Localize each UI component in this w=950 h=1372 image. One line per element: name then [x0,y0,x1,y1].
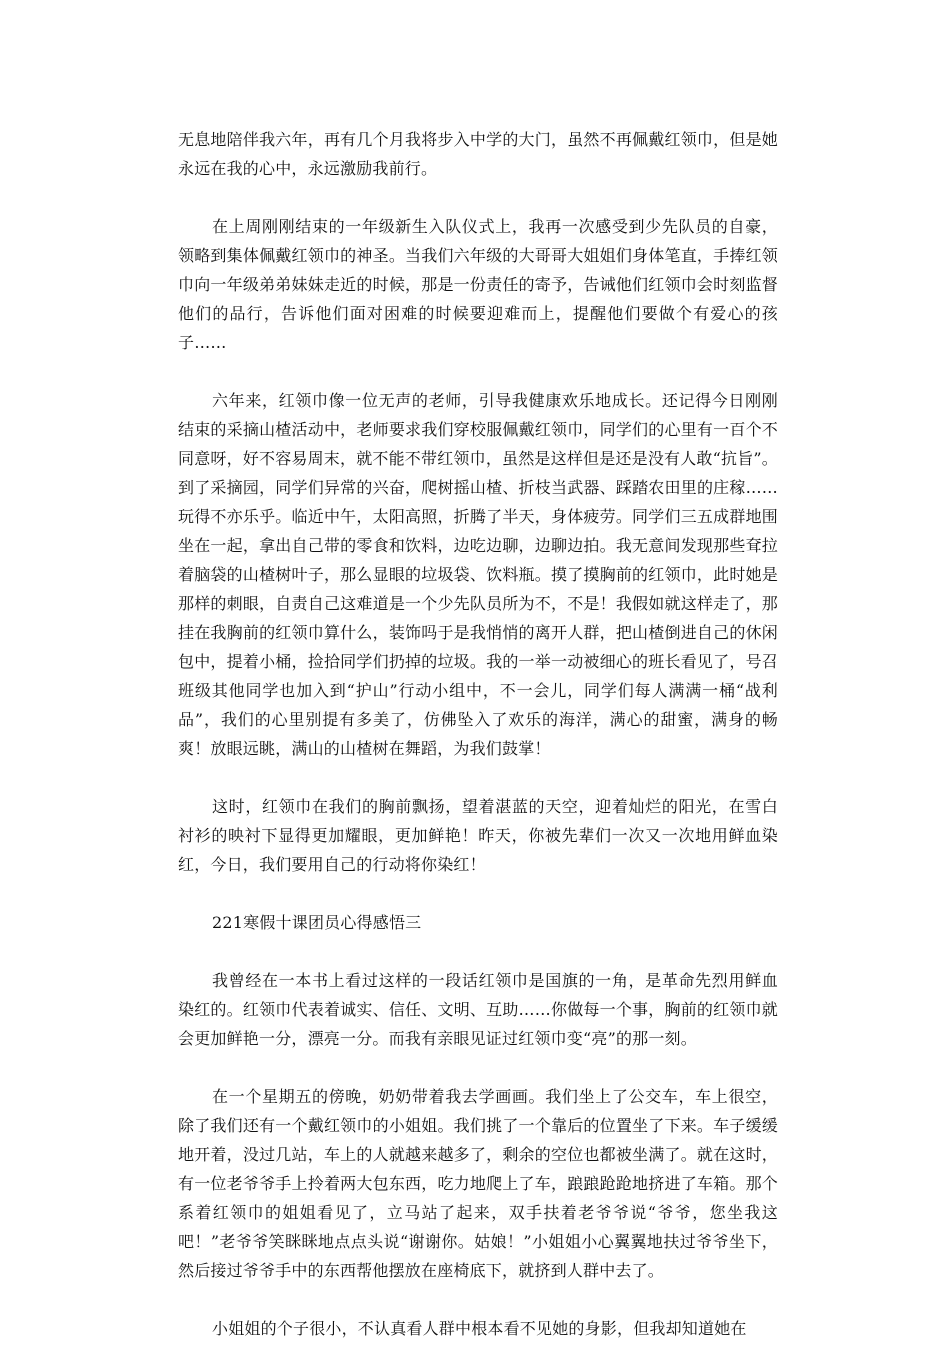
paragraph-7: 小姐姐的个子很小，不认真看人群中根本看不见她的身影，但我却知道她在 [212,1319,747,1338]
paragraph-4: 这时，红领巾在我们的胸前飘扬，望着湛蓝的天空，迎着灿烂的阳光，在雪白衬衫的映衬下显得更加耀眼，更加鲜艳！昨天，你被先辈们一次又一次地用鲜血染红，今日，我们要用自己的行动将你染红！ [178,797,778,874]
document-body [178,125,778,1372]
paragraph-2: 在上周刚刚结束的一年级新生入队仪式上，我再一次感受到少先队员的自豪，领略到集体佩戴红领巾的神圣。当我们六年级的大哥哥大姐姐们身体笔直，手捧红领巾向一年级弟弟妹妹走近的时候，那是一份责任的寄予，告诫他们红领巾会时刻监督他们的品行，告诉他们面对困难的时候要迎难而上，提醒他们要做个有爱心的孩子…… [178,217,778,352]
paragraph-5: 我曾经在一本书上看过这样的一段话红领巾是国旗的一角，是革命先烈用鲜血染红的。红领巾代表着诚实、信任、文明、互助……你做每一个事，胸前的红领巾就会更加鲜艳一分，漂亮一分。而我有亲眼见证过红领巾变“亮”的那一刻。 [178,971,778,1048]
paragraph-1: 无息地陪伴我六年，再有几个月我将步入中学的大门，虽然不再佩戴红领巾，但是她永远在我的心中，永远激励我前行。 [178,130,778,178]
paragraph-3: 六年来，红领巾像一位无声的老师，引导我健康欢乐地成长。还记得今日刚刚结束的采摘山楂活动中，老师要求我们穿校服佩戴红领巾，同学们的心里有一百个不同意呀，好不容易周末，就不能不带红领巾，虽然是这样但是还是没有人敢“抗旨”。到了采摘园，同学们异常的兴奋，爬树摇山楂、折枝当武器、踩踏农田里的庄稼……玩得不亦乐乎。临近中午，太阳高照，折腾了半天，身体疲劳。同学们三五成群地围坐在一起，拿出自己带的零食和饮料，边吃边聊，边聊边拍。我无意间发现那些耷拉着脑袋的山楂树叶子，那么显眼的垃圾袋、饮料瓶。摸了摸胸前的红领巾，此时她是那样的刺眼，自责自己这难道是一个少先队员所为不，不是！我假如就这样走了，那挂在我胸前的红领巾算什么，装饰吗于是我悄悄的离开人群，把山楂倒进自己的休闲包中，提着小桶，捡拾同学们扔掉的垃圾。我的一举一动被细心的班长看见了，号召班级其他同学也加入到“护山”行动小组中，不一会儿，同学们每人满满一桶“战利品”，我们的心里别提有多美了，仿佛坠入了欢乐的海洋，满心的甜蜜，满身的畅爽！放眼远眺，满山的山楂树在舞蹈，为我们鼓掌！ [178,391,778,758]
section-heading: 221寒假十课团员心得感悟三 [212,913,422,932]
paragraph-6: 在一个星期五的傍晚，奶奶带着我去学画画。我们坐上了公交车，车上很空，除了我们还有一个戴红领巾的小姐姐。我们挑了一个靠后的位置坐了下来。车子缓缓地开着，没过几站，车上的人就越来越多了，剩余的空位也都被坐满了。就在这时，有一位老爷爷手上拎着两大包东西，吃力地爬上了车，踉踉跄跄地挤进了车箱。那个系着红领巾的姐姐看见了，立马站了起来，双手扶着老爷爷说“爷爷，您坐我这吧！”老爷爷笑眯眯地点点头说“谢谢你。姑娘！”小姐姐小心翼翼地扶过爷爷坐下，然后接过爷爷手中的东西帮他摆放在座椅底下，就挤到人群中去了。 [178,1087,778,1280]
